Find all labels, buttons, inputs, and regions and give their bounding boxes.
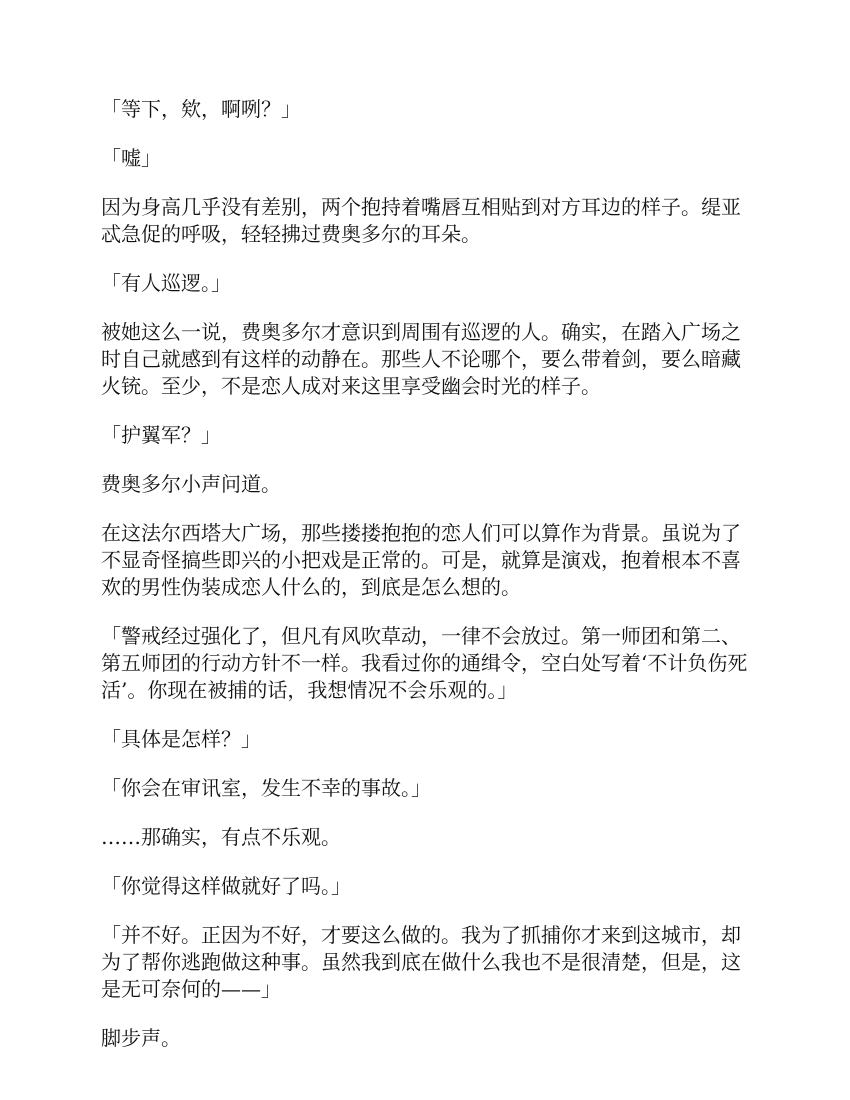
dialogue-paragraph: 「你觉得这样做就好了吗。」 bbox=[101, 874, 351, 898]
dialogue-paragraph: 「等下，欸，啊咧？」 bbox=[101, 97, 301, 121]
narration-paragraph: 被她这么一说，费奥多尔才意识到周围有巡逻的人。确实，在踏入广场之时自己就感到有这样的动静在。那些人不论哪个，要么带着剑，要么暗藏火铳。至少，不是恋人成对来这里享受幽会时光的样子。 bbox=[101, 320, 741, 398]
dialogue-paragraph: 「警戒经过强化了，但凡有风吹草动，一律不会放过。第一师团和第二、第五师团的行动方针不一样。我看过你的通缉令，空白处写着‘不计负伤死活’。你现在被捕的话，我想情况不会乐观的。」 bbox=[101, 624, 748, 702]
dialogue-paragraph: 「具体是怎样？」 bbox=[101, 727, 261, 751]
dialogue-paragraph: 「有人巡逻。」 bbox=[101, 271, 231, 295]
narration-paragraph: 在这法尔西塔大广场，那些搂搂抱抱的恋人们可以算作为背景。虽说为了不显奇怪搞些即兴的小把戏是正常的。可是，就算是演戏，抱着根本不喜欢的男性伪装成恋人什么的，到底是怎么想的。 bbox=[101, 521, 741, 599]
dialogue-paragraph: 「并不好。正因为不好，才要这么做的。我为了抓捕你才来到这城市，却为了帮你逃跑做这种事。虽然我到底在做什么我也不是很清楚，但是，这是无可奈何的——」 bbox=[101, 923, 741, 1001]
narration-paragraph: ……那确实，有点不乐观。 bbox=[101, 825, 341, 849]
narration-paragraph: 因为身高几乎没有差别，两个抱持着嘴唇互相贴到对方耳边的样子。缇亚忒急促的呼吸，轻轻拂过费奥多尔的耳朵。 bbox=[101, 195, 741, 246]
document-body bbox=[101, 96, 751, 1074]
narration-paragraph: 费奥多尔小声问道。 bbox=[101, 472, 281, 496]
dialogue-paragraph: 「嘘」 bbox=[101, 146, 161, 170]
dialogue-paragraph: 「护翼军？」 bbox=[101, 423, 221, 447]
dialogue-paragraph: 「你会在审讯室，发生不幸的事故。」 bbox=[101, 776, 431, 800]
narration-paragraph: 脚步声。 bbox=[101, 1026, 181, 1050]
